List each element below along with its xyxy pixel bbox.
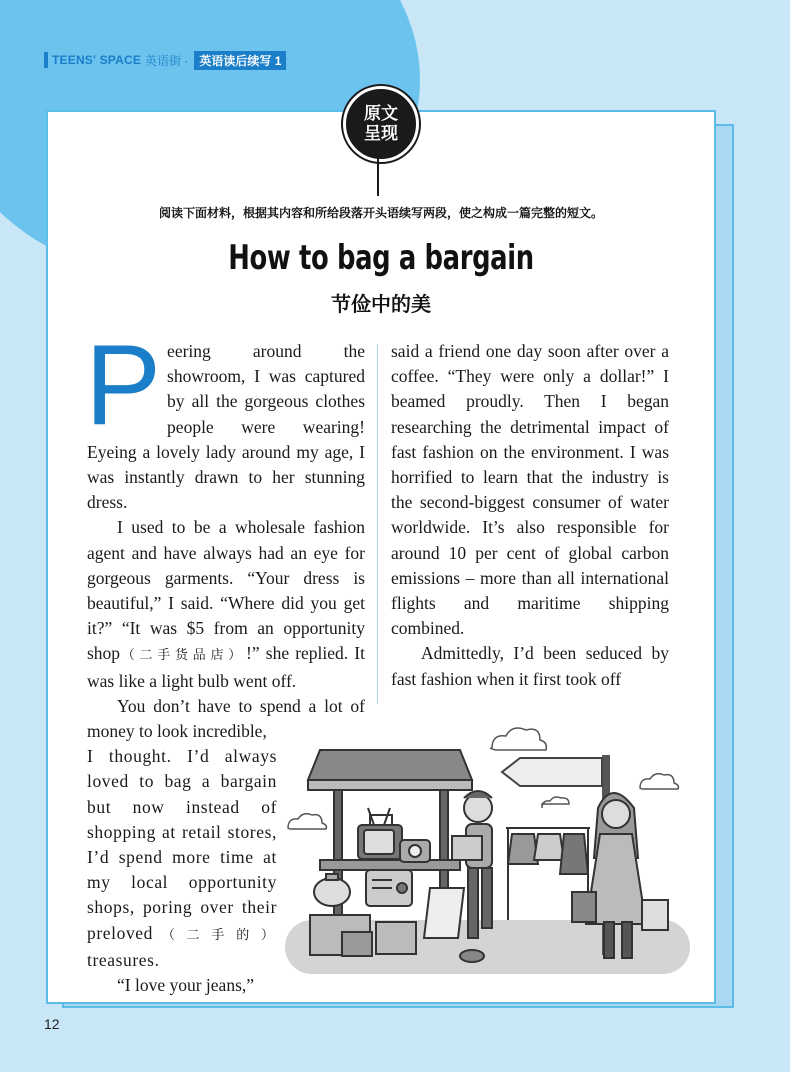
paragraph-2 [87, 515, 365, 693]
paragraph-1-text: eering around the showroom, I was captured by all the gorgeous clothes people were wearing! Eyeing a lovely lady around my age, I was instantly drawn to her stunning dress. [87, 341, 365, 513]
teapot-icon [314, 874, 350, 906]
badge-pin [377, 158, 379, 196]
paragraph-2-text-a: I used to be a wholesale fashion agent and have always had an eye for gorgeous garments. “Your dress is beautiful,” I said. “Where did you get it?” “It was $5 from an opportunity shop [87, 517, 365, 664]
paragraph-3-note: （二手的） [153, 927, 277, 943]
section-name: 英语街 · [145, 53, 189, 68]
paragraph-1 [85, 322, 365, 515]
paragraph-2-note: （二手货品店） [120, 648, 247, 664]
right-column [391, 339, 669, 692]
paragraph-3-lead: You don’t have to spend a lot of money to look incredible, [87, 695, 365, 742]
paragraph-5: said a friend one day soon after over a coffee. “They were only a dollar!” I beamed proudly. Then I began researching the detrimental impact of fast fashion on the environment. I was horrified to learn that the industry is the second-biggest consumer of water worldwide. It’s also responsible for around 10 per cent of global carbon emissions – more than all international flights and maritime shipping combined. [391, 341, 669, 639]
article-title: How to bag a bargain [228, 238, 534, 278]
column-divider [377, 344, 378, 704]
subsection-name: 英语读后续写 1 [194, 51, 286, 70]
instruction-text: 阅读下面材料，根据其内容和所给段落开头语续写两段，使之构成一篇完整的短文。 [158, 206, 603, 220]
radio-icon [366, 870, 412, 906]
paragraph-3-text-b: I thought. I’d always loved to bag a bargain but now instead of shopping at retail stores, I’d spend more time at my local opportunity shops, poring over their preloved [87, 746, 277, 943]
article-subtitle: 节俭中的美 [331, 294, 431, 316]
series-name: TEENS' SPACE [52, 53, 142, 67]
thrift-market-illustration [280, 710, 700, 980]
badge-line-2: 呈现 [364, 124, 398, 143]
paragraph-6: Admittedly, I’d been seduced by fast fashion when it first took off [391, 643, 669, 689]
box-icon [310, 915, 416, 956]
paragraph-2-text-b: !” she replied. It was like a light bulb went off. [87, 643, 365, 691]
telephone-icon [400, 840, 430, 862]
paragraph-4: “I love your jeans,” [117, 975, 255, 996]
badge-line-1: 原文 [364, 104, 398, 123]
section-badge [343, 86, 419, 162]
page-number: 12 [44, 1016, 60, 1032]
drop-cap: P [85, 322, 162, 449]
paragraph-3 [87, 744, 277, 973]
header-bar [44, 52, 48, 68]
easel-icon [424, 888, 464, 938]
paragraph-3-text-c: treasures. [87, 949, 160, 970]
page-header [44, 52, 286, 68]
